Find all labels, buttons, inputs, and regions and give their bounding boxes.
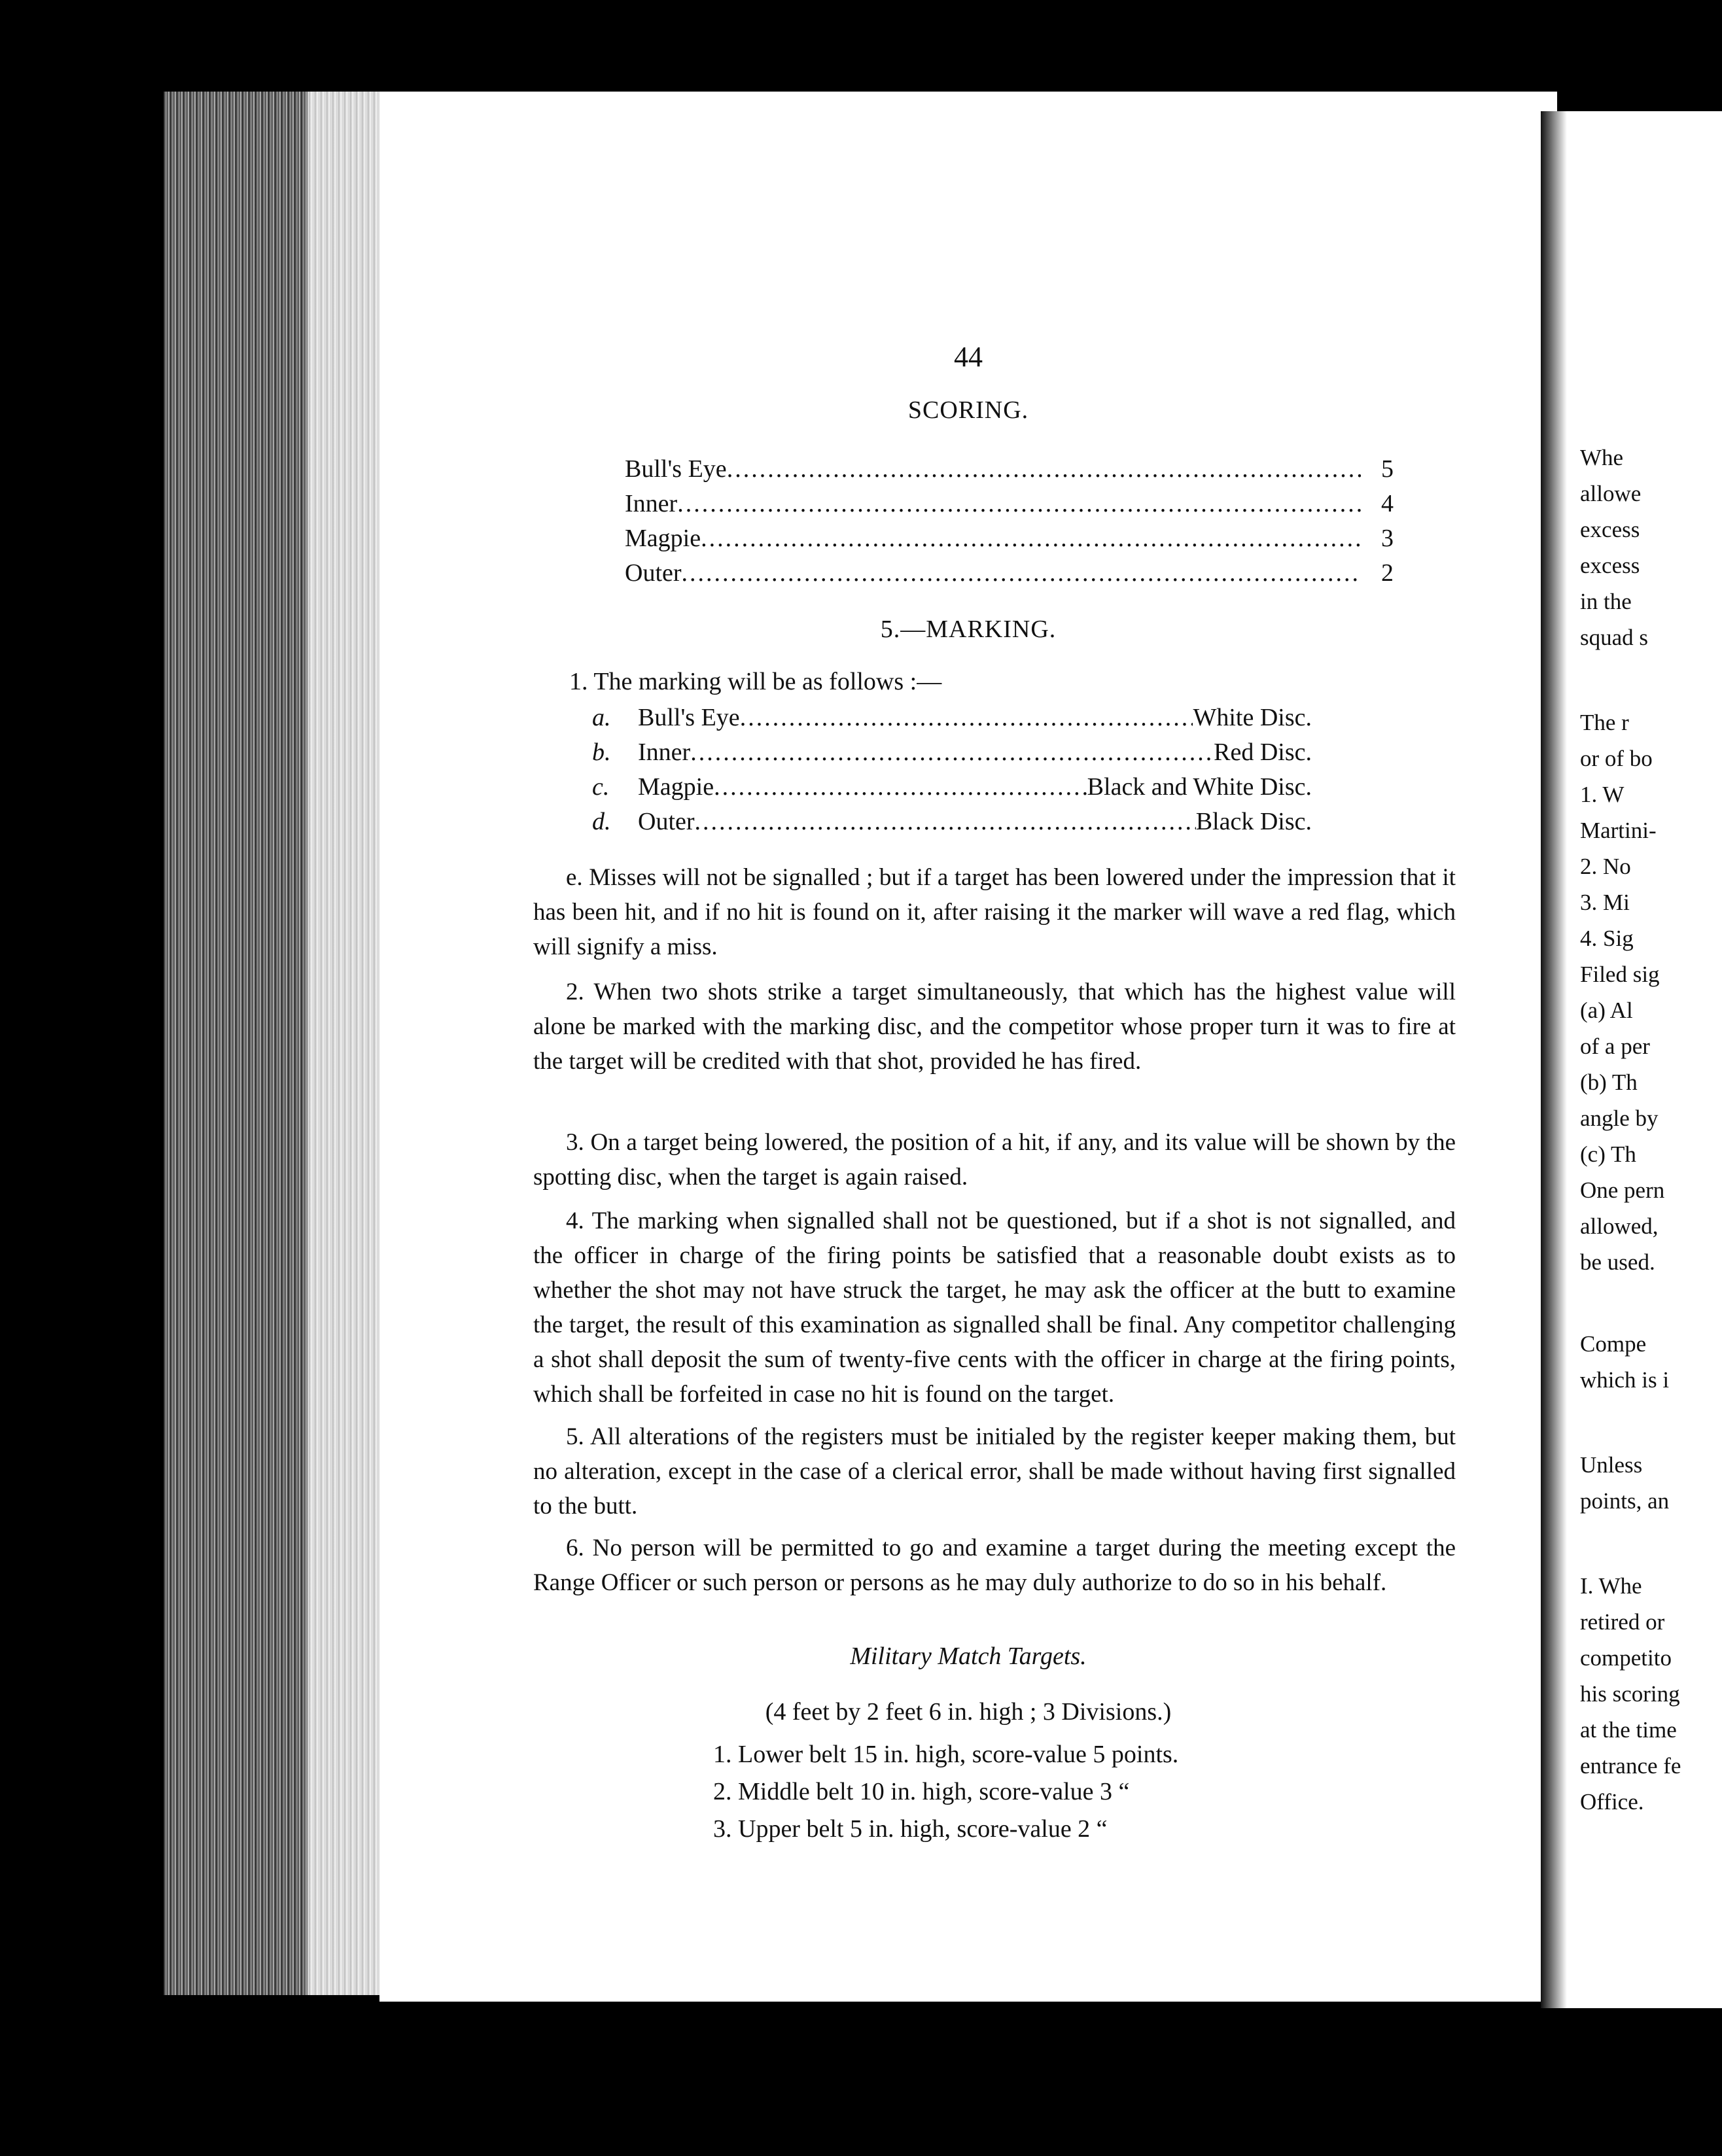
right-page-line: angle by xyxy=(1580,1105,1659,1131)
right-page-line: 2. No xyxy=(1580,854,1631,879)
right-page-line: retired or xyxy=(1580,1609,1665,1635)
target-dimensions: (4 feet by 2 feet 6 in. high ; 3 Divisions.) xyxy=(765,1698,1172,1726)
leader-dots xyxy=(701,524,1361,553)
marking-item xyxy=(592,807,1312,836)
page-gutter-shadow xyxy=(1541,111,1567,2008)
marking-disc: Red Disc. xyxy=(1214,739,1312,766)
marking-disc: Black Disc. xyxy=(1195,808,1312,835)
marking-target: Bull's Eye xyxy=(638,704,740,731)
right-page-line: (b) Th xyxy=(1580,1069,1638,1095)
right-page-line: in the xyxy=(1580,589,1632,614)
scoring-row xyxy=(625,455,1394,483)
right-page-line: Office. xyxy=(1580,1789,1644,1815)
leader-dots xyxy=(695,807,1196,836)
right-page-line: Filed sig xyxy=(1580,962,1660,987)
scoring-value: 4 xyxy=(1381,490,1394,517)
marking-disc: White Disc. xyxy=(1193,704,1312,731)
page-number: 44 xyxy=(954,341,983,373)
paragraph-lowered-target: 3. On a target being lowered, the position of a hit, if any, and its value will be shown by the spotting disc, when the target is again raised. xyxy=(533,1129,1456,1191)
right-page xyxy=(1541,111,1722,2008)
leader-dots xyxy=(714,773,1087,801)
right-page-line: which is i xyxy=(1580,1367,1670,1393)
scoring-title: SCORING. xyxy=(907,396,1029,424)
right-page-line: Compe xyxy=(1580,1331,1647,1357)
leader-dots xyxy=(740,703,1193,732)
marking-intro: 1. The marking will be as follows :— xyxy=(569,668,942,695)
right-page-line: of a per xyxy=(1580,1034,1650,1059)
scoring-row xyxy=(625,489,1394,518)
right-page-line: 4. Sig xyxy=(1580,926,1634,951)
right-page-line: squad s xyxy=(1580,625,1649,650)
leader-dots xyxy=(677,489,1361,518)
scoring-label: Magpie xyxy=(625,525,701,552)
marking-target: Magpie xyxy=(638,773,714,801)
paragraph-two-shots: 2. When two shots strike a target simultaneously, that which has the highest value will alone be marked with the marking disc, and the competitor whose proper turn it was to fire at the target will be credited with that shot, provided he has fired. xyxy=(533,979,1456,1075)
scoring-row xyxy=(625,524,1394,553)
marking-letter: c. xyxy=(592,773,610,801)
marking-item xyxy=(592,773,1312,801)
page-edge-band xyxy=(308,92,379,1995)
right-page-line: excess xyxy=(1580,517,1640,542)
right-page-line: 3. Mi xyxy=(1580,890,1630,915)
right-page-line: be used. xyxy=(1580,1249,1655,1275)
right-page-line: One pern xyxy=(1580,1177,1665,1203)
right-page-line: Whe xyxy=(1580,445,1624,470)
right-page-line: or of bo xyxy=(1580,746,1653,771)
right-page-line: entrance fe xyxy=(1580,1753,1681,1779)
scoring-label: Inner xyxy=(625,490,678,517)
leader-dots xyxy=(682,559,1361,587)
military-match-title: Military Match Targets. xyxy=(850,1643,1087,1670)
right-page-line: Martini- xyxy=(1580,818,1657,843)
paragraph-examine-target: 6. No person will be permitted to go and examine a target during the meeting except the Range Officer or such person or persons as he may duly authorize to do so in his behalf. xyxy=(533,1535,1456,1596)
paragraph-questioned-marking: 4. The marking when signalled shall not be questioned, but if a shot is not signalled, and the officer in charge of the firing points be satisfied that a reasonable doubt exists as to whether the shot may not have struck the target, he may ask the officer at the butt to examine the target, the result of this examination as signalled shall be final. Any competitor challenging a shot shall deposit the sum of twenty-five cents with the officer in charge at the firing points, which shall be forfeited in case no hit is found on the target. xyxy=(533,1208,1456,1408)
right-page-line: allowed, xyxy=(1580,1213,1659,1239)
right-page-line: (c) Th xyxy=(1580,1141,1636,1167)
belt-line: 3. Upper belt 5 in. high, score-value 2 “ xyxy=(713,1815,1108,1843)
marking-letter: d. xyxy=(592,808,611,835)
scoring-value: 5 xyxy=(1381,455,1394,483)
belt-line: 1. Lower belt 15 in. high, score-value 5 points. xyxy=(713,1741,1179,1768)
scoring-label: Outer xyxy=(625,559,682,587)
right-page-line: Unless xyxy=(1580,1452,1643,1478)
scoring-label: Bull's Eye xyxy=(625,455,727,483)
book-page-edge xyxy=(164,92,379,1995)
right-page-line: I. Whe xyxy=(1580,1573,1642,1599)
scoring-row xyxy=(625,559,1394,587)
left-page xyxy=(379,92,1557,2002)
paragraph-misses: e. Misses will not be signalled ; but if a target has been lowered under the impression that it has been hit, and if no hit is found on it, after raising it the marker will wave a red flag, which will signify a miss. xyxy=(533,864,1456,960)
leader-dots xyxy=(690,738,1214,767)
right-page-line: his scoring xyxy=(1580,1681,1680,1707)
right-page-line: 1. W xyxy=(1580,782,1625,807)
paragraph-alterations: 5. All alterations of the registers must be initialed by the register keeper making them, but no alteration, except in the case of a clerical error, shall be made without having first signalled to the butt. xyxy=(533,1423,1456,1520)
right-page-line: competito xyxy=(1580,1645,1672,1671)
right-page-line: (a) Al xyxy=(1580,998,1633,1023)
marking-letter: b. xyxy=(592,739,611,766)
right-page-line: points, an xyxy=(1580,1488,1670,1514)
marking-item xyxy=(592,738,1312,767)
marking-letter: a. xyxy=(592,704,611,731)
marking-disc: Black and White Disc. xyxy=(1087,773,1312,801)
right-page-line: The r xyxy=(1580,710,1629,735)
marking-target: Outer xyxy=(638,808,695,835)
belt-line: 2. Middle belt 10 in. high, score-value 3 “ xyxy=(713,1778,1130,1805)
right-page-line: allowe xyxy=(1580,481,1642,506)
right-page-line: at the time xyxy=(1580,1717,1677,1743)
scoring-value: 3 xyxy=(1381,525,1394,552)
leader-dots xyxy=(727,455,1361,483)
scoring-value: 2 xyxy=(1381,559,1394,587)
marking-target: Inner xyxy=(638,739,691,766)
marking-item xyxy=(592,703,1312,732)
marking-title: 5.—MARKING. xyxy=(880,616,1057,643)
right-page-line: excess xyxy=(1580,553,1640,578)
